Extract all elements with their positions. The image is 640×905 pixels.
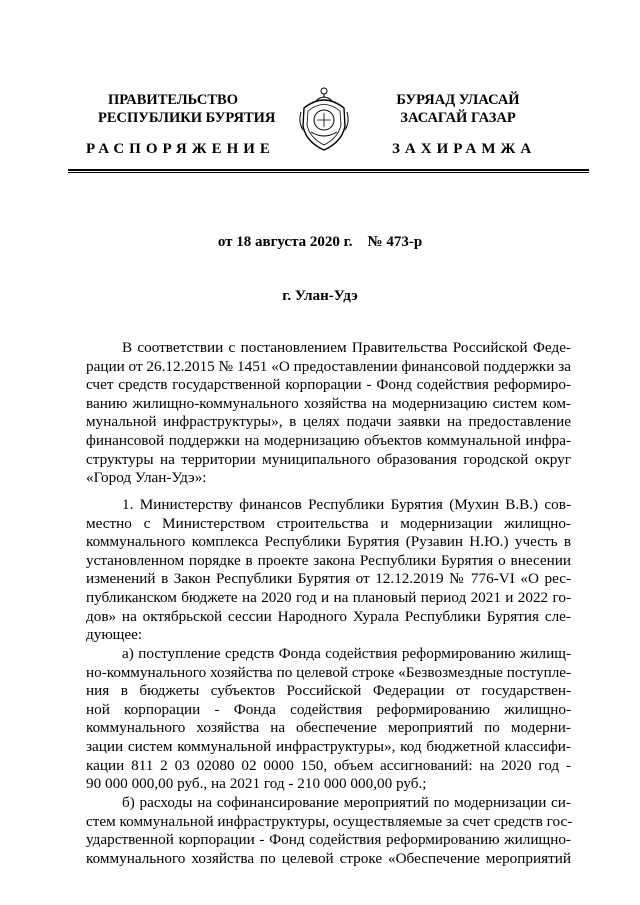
text-line: коммунального хозяйства на обеспечение мероприятий по модерни- — [86, 719, 571, 737]
header-right-org — [383, 91, 533, 127]
paragraph-preamble — [86, 339, 571, 488]
text-line: ванию жилищно-коммунального хозяйства на модернизацию систем ком- — [86, 394, 571, 412]
text-line: дующее: — [86, 626, 143, 644]
text-line: но-коммунального хозяйства по целевой строке «Безвозмездные поступле- — [86, 663, 572, 681]
doc-date-number — [0, 234, 640, 251]
text-line: мунальной инфраструктуры», в целях подачи заявки на предоставление — [86, 413, 571, 431]
text-line: структуры на территории муниципального образования городской округ — [86, 450, 571, 468]
text-line: стем коммунальной инфраструктуры, осуществляемые за счет средств гос- — [86, 812, 573, 830]
header-divider-thick — [68, 169, 589, 171]
header-right-line2: ЗАСАГАЙ ГАЗАР — [400, 110, 516, 126]
text-line: а) поступление средств Фонда содействия реформированию жилищ- — [122, 645, 571, 662]
text-line: рации от 26.12.2015 № 1451 «О предоставлении финансовой поддержки за — [86, 357, 571, 375]
text-line: «Город Улан-Удэ»: — [86, 469, 207, 487]
text-line: публиканском бюджете на 2020 год и на плановый период 2021 и 2022 го- — [86, 588, 571, 606]
doc-number: № 473-р — [367, 234, 423, 250]
text-line: счет средств государственной корпорации - Фонд содействия реформиро- — [86, 376, 571, 394]
text-line: изменений в Закон Республики Бурятия от 12.12.2019 № 776-VI «О рес- — [86, 570, 571, 588]
text-line: 1. Министерству финансов Республики Бурятия (Мухин В.В.) сов- — [122, 496, 571, 513]
text-line: зации систем коммунальной инфраструктуры», код бюджетной классифи- — [86, 737, 571, 755]
header-left-doc-type: РАСПОРЯЖЕНИЕ — [86, 141, 275, 157]
coat-of-arms-emblem — [295, 82, 353, 154]
text-line: б) расходы на софинансирование мероприятий по модернизации си- — [122, 794, 571, 811]
doc-date: от 18 августа 2020 г. — [217, 234, 353, 250]
paragraph-item-1a — [86, 645, 571, 794]
text-line: 90 000 000,00 руб., на 2021 год - 210 000 000,00 руб.; — [86, 775, 427, 793]
text-line: коммунального хозяйства по целевой строке «Обеспечение мероприятий — [86, 849, 571, 867]
header-left-line2: РЕСПУБЛИКИ БУРЯТИЯ — [98, 110, 276, 126]
text-line: кации 811 2 03 02080 02 0000 150, объем ассигнований: на 2020 год - — [86, 756, 571, 774]
text-line: коммунального комплекса Республики Бурятия (Рузавин Н.Ю.) учесть в — [86, 533, 571, 551]
text-line: установленном порядке в проекте закона Республики Бурятия о внесении — [86, 551, 571, 569]
text-line: ударственной корпорации - Фонд содействия реформированию жилищно- — [86, 831, 571, 849]
text-line: финансовой поддержки на модернизацию объектов коммунальной инфра- — [86, 431, 571, 449]
header-right-line1: БУРЯАД УЛАСАЙ — [396, 92, 520, 108]
doc-city: г. Улан-Удэ — [282, 288, 358, 304]
header-divider-thin — [68, 172, 589, 173]
text-line: местно с Министерством строительства и модернизации жилищно- — [86, 514, 571, 532]
text-line: дов» на октябрьской сессии Народного Хурала Республики Бурятия сле- — [86, 607, 571, 625]
paragraph-item-1 — [86, 496, 571, 645]
text-line: В соответствии с постановлением Правительства Российской Феде- — [122, 339, 571, 356]
paragraph-item-1b — [86, 794, 571, 868]
header-left-org — [98, 91, 276, 127]
text-line: ния в бюджеты субъектов Российской Федерации от государствен- — [86, 682, 571, 700]
header-right-doc-type: ЗАХИРАМЖА — [392, 141, 537, 157]
header-left-line1: ПРАВИТЕЛЬСТВО — [108, 92, 238, 108]
text-line: ной корпорации - Фонда содействия реформированию жилищно- — [86, 700, 571, 718]
